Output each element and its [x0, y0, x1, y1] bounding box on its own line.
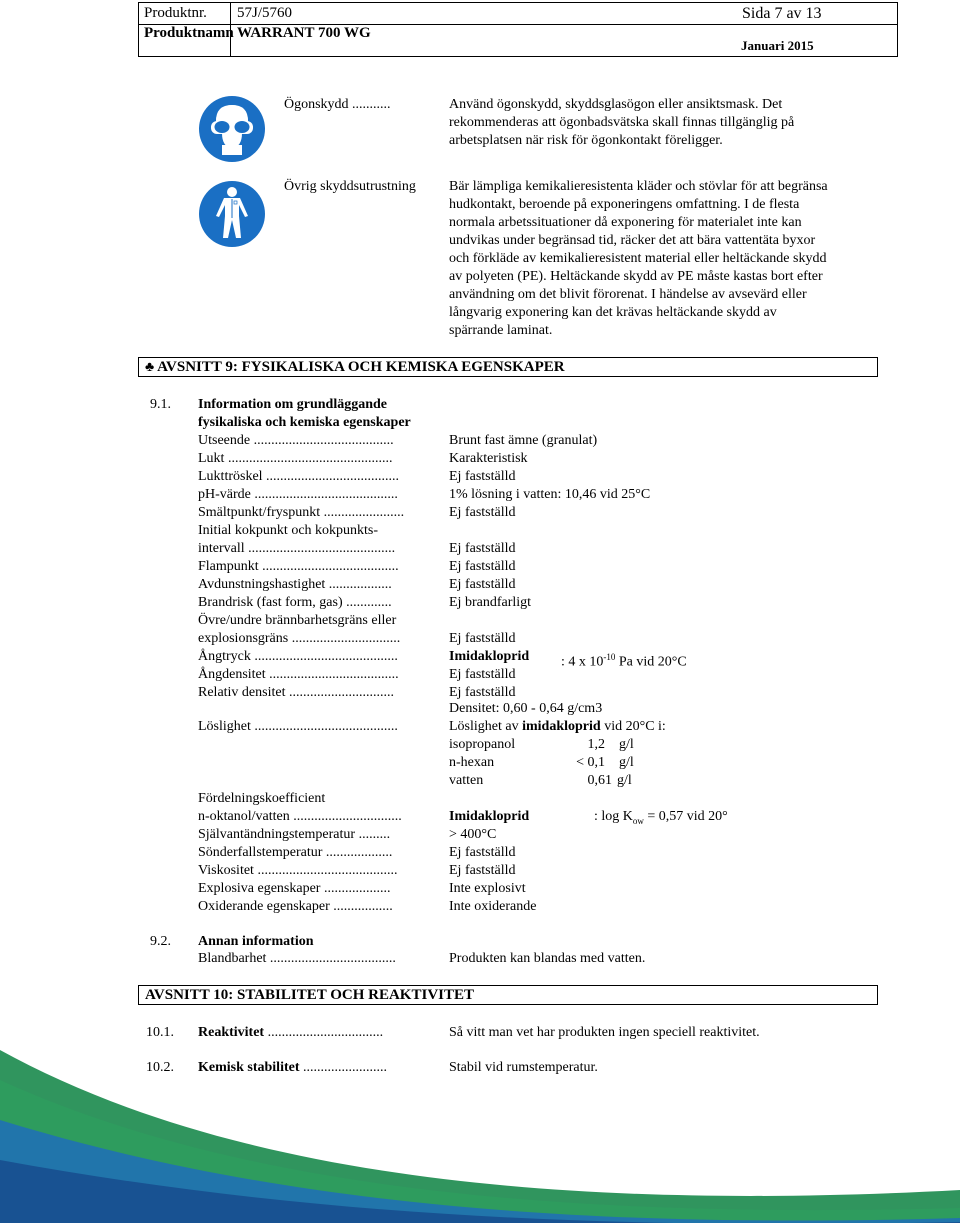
property-label: pH-värde .........................................	[198, 487, 398, 502]
partition-substance: Imidakloprid	[449, 809, 530, 824]
solubility-intro	[449, 718, 666, 736]
section-9-title: AVSNITT 9: FYSIKALISKA OCH KEMISKA EGENSKAPER	[157, 359, 565, 375]
property-value: Ej fastställd	[449, 685, 516, 700]
produktnr-label: Produktnr.	[144, 5, 207, 21]
property-value: Produkten kan blandas med vatten.	[449, 951, 646, 966]
vapour-pressure-suffix: Pa vid 20°C	[615, 654, 687, 670]
property-label: Blandbarhet ....................................	[198, 951, 396, 966]
club-icon: ♣	[145, 360, 155, 375]
text-line: av polyeten (PE). Heltäckande skydd av PE måste kastas bort efter	[449, 269, 823, 284]
footer-wave-decoration	[0, 1040, 960, 1223]
vapour-pressure-substance: Imidakloprid	[449, 649, 530, 664]
page-number: Sida 7 av 13	[742, 5, 822, 22]
property-label: Ångdensitet .....................................	[198, 667, 399, 682]
partition-value	[594, 808, 728, 830]
solvent-unit: g/l	[619, 737, 634, 752]
vapour-pressure-value	[561, 648, 687, 672]
vapour-pressure-exponent: -10	[603, 652, 616, 662]
property-label: Smältpunkt/fryspunkt .......................	[198, 505, 405, 520]
reactivity-dots: .................................	[264, 1025, 384, 1040]
property-label: Ångtryck .........................................	[198, 649, 398, 664]
property-value: Ej fastställd	[449, 541, 516, 556]
produktnamn-label: Produktnamn	[144, 25, 234, 41]
property-value: Ej fastställd	[449, 559, 516, 574]
partition-prefix: : log K	[594, 809, 633, 824]
protective-suit-icon	[198, 180, 266, 248]
property-label: Brandrisk (fast form, gas) .............	[198, 595, 392, 610]
property-label: Initial kokpunkt och kokpunkts-	[198, 523, 379, 538]
solvent-unit: g/l	[619, 755, 634, 770]
property-value: Brunt fast ämne (granulat)	[449, 433, 598, 448]
section-10-heading	[138, 985, 878, 1005]
text-line: rekommenderas att ögonbadsvätska skall finnas tillgänglig på	[449, 115, 795, 130]
eye-protection-label: Ögonskydd ...........	[284, 97, 391, 112]
header-table	[138, 2, 898, 57]
property-label: Avdunstningshastighet ..................	[198, 577, 392, 592]
subsection-9-2-number: 9.2.	[150, 934, 171, 949]
other-protection-text	[449, 178, 874, 340]
stability-value: Stabil vid rumstemperatur.	[449, 1060, 598, 1075]
eye-protection-icon	[198, 95, 266, 163]
solvent-name: isopropanol	[449, 737, 516, 752]
property-value: Karakteristisk	[449, 451, 528, 466]
property-label: explosionsgräns ...............................	[198, 631, 401, 646]
other-protection-label: Övrig skyddsutrustning	[284, 179, 416, 194]
text-line: långvarig exponering kan det krävas heltäckande skydd av	[449, 305, 777, 320]
property-label: Självantändningstemperatur .........	[198, 827, 391, 842]
solvent-name: vatten	[449, 773, 484, 788]
text-line: Använd ögonskydd, skyddsglasögon eller ansiktsmask. Det	[449, 97, 783, 112]
property-label: Viskositet ........................................	[198, 863, 398, 878]
property-value: Ej fastställd	[449, 577, 516, 592]
subsection-9-1-title-2: fysikaliska och kemiska egenskaper	[198, 415, 411, 430]
text-line: undvikas under begränsad tid, räcker det att bära vattentäta byxor	[449, 233, 816, 248]
eye-protection-text	[449, 96, 874, 150]
property-label: Fördelningskoefficient	[198, 791, 326, 806]
property-value: Inte explosivt	[449, 881, 526, 896]
text-line: och förkläde av kemikalieresistent material eller heltäckande skydd	[449, 251, 827, 266]
solvent-name: n-hexan	[449, 755, 495, 770]
property-value: > 400°C	[449, 827, 497, 842]
property-value: Ej fastställd	[449, 631, 516, 646]
property-label: Övre/undre brännbarhetsgräns eller	[198, 613, 397, 628]
subsection-9-1-title: Information om grundläggande	[198, 397, 388, 412]
subsection-10-1-number: 10.1.	[146, 1025, 174, 1040]
text-line: arbetsplatsen när risk för ögonkontakt föreligger.	[449, 133, 723, 148]
property-label: Sönderfallstemperatur ...................	[198, 845, 393, 860]
section-9-heading	[138, 357, 878, 377]
property-label: Flampunkt .......................................	[198, 559, 399, 574]
produktnr-value: 57J/5760	[237, 5, 293, 21]
property-value: Ej fastställd	[449, 845, 516, 860]
property-label: Löslighet .........................................	[198, 719, 398, 734]
property-label: Utseende ........................................	[198, 433, 394, 448]
solvent-value: < 0,1	[576, 755, 605, 770]
property-label: Lukttröskel ......................................	[198, 469, 400, 484]
text-line: användning om det blivit förorenat. I händelse av avsevärd eller	[449, 287, 807, 302]
property-label: intervall ..........................................	[198, 541, 396, 556]
solvent-unit: g/l	[617, 773, 632, 788]
document-date: Januari 2015	[741, 38, 814, 53]
partition-subscript: ow	[632, 815, 644, 826]
property-value: Ej fastställd	[449, 667, 516, 682]
property-value: 1% lösning i vatten: 10,46 vid 25°C	[449, 487, 651, 502]
subsection-9-1-number: 9.1.	[150, 397, 171, 412]
stability-dots: ........................	[299, 1060, 387, 1075]
section-9-title-wrap	[145, 359, 565, 376]
section-10-title: AVSNITT 10: STABILITET OCH REAKTIVITET	[145, 987, 475, 1003]
property-value: Inte oxiderande	[449, 899, 537, 914]
produktnamn-value: WARRANT 700 WG	[237, 25, 371, 41]
text-line: Bär lämpliga kemikalieresistenta kläder och stövlar för att begränsa	[449, 179, 828, 194]
solubility-substance: imidakloprid	[522, 719, 601, 734]
property-label: Oxiderande egenskaper .................	[198, 899, 393, 914]
solubility-prefix: Löslighet av	[449, 719, 523, 734]
vapour-pressure-prefix: : 4 x 10	[561, 654, 604, 670]
property-label: Relativ densitet ..............................	[198, 685, 394, 700]
solvent-value: 0,61	[587, 773, 612, 788]
density-note: Densitet: 0,60 - 0,64 g/cm3	[449, 701, 603, 716]
text-line: normala arbetssituationer då exponering för materialet inte kan	[449, 215, 802, 230]
property-value: Ej fastställd	[449, 505, 516, 520]
text-line: hudkontakt, beroende på exponeringens omfattning. I de flesta	[449, 197, 800, 212]
property-label: n-oktanol/vatten ...............................	[198, 809, 402, 824]
text-line: spärrande laminat.	[449, 323, 553, 338]
property-value: Ej fastställd	[449, 863, 516, 878]
reactivity-value: Så vitt man vet har produkten ingen speciell reaktivitet.	[449, 1025, 760, 1040]
subsection-10-2-number: 10.2.	[146, 1060, 174, 1075]
reactivity-label-text: Reaktivitet	[198, 1025, 265, 1040]
property-label: Explosiva egenskaper ...................	[198, 881, 391, 896]
partition-suffix: = 0,57 vid 20°	[643, 809, 728, 824]
property-value: Ej brandfarligt	[449, 595, 532, 610]
solubility-suffix: vid 20°C i:	[600, 719, 666, 734]
stability-label-text: Kemisk stabilitet	[198, 1060, 300, 1075]
subsection-9-2-title: Annan information	[198, 934, 314, 949]
property-value: Ej fastställd	[449, 469, 516, 484]
property-label: Lukt ...............................................	[198, 451, 393, 466]
solvent-value: 1,2	[587, 737, 605, 752]
